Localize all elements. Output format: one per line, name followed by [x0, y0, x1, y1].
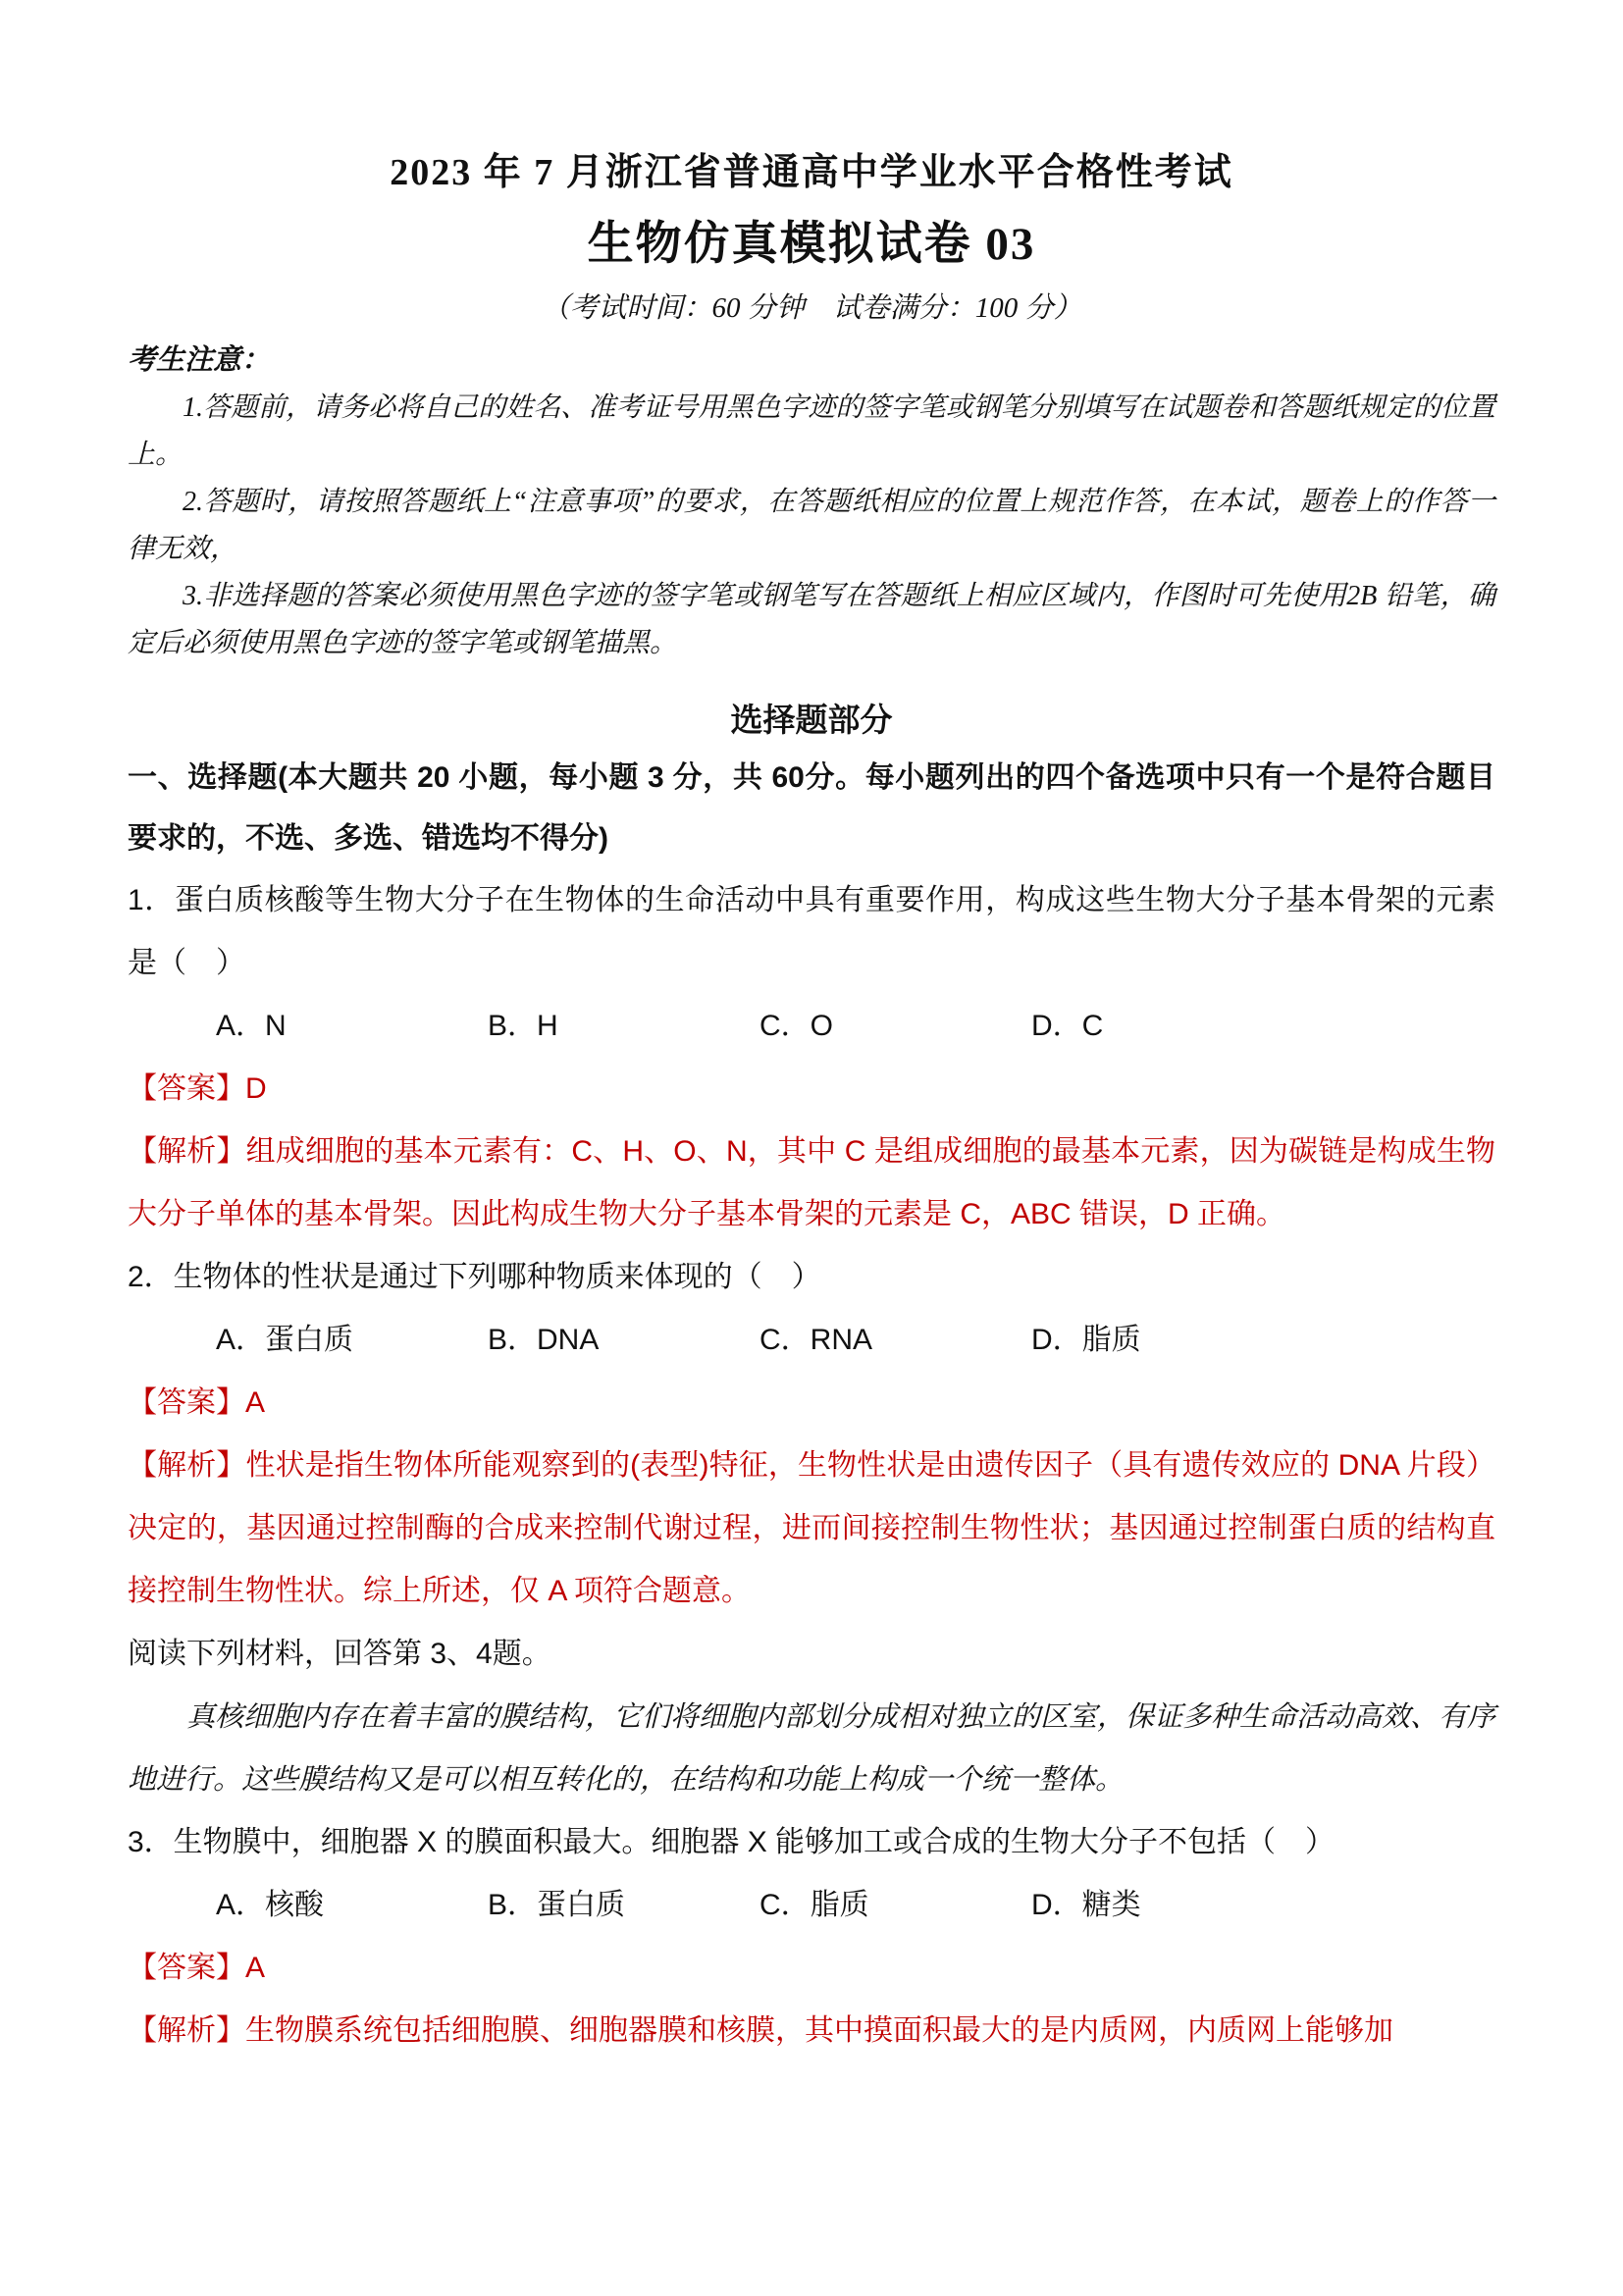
answer-line [128, 1937, 1495, 2000]
reading-material-passage: 真核细胞内存在着丰富的膜结构，它们将细胞内部划分成相对独立的区室，保证多种生命活动高效、有序地进行。这些膜结构又是可以相互转化的，在结构和功能上构成一个统一整体。 [128, 1701, 1496, 1796]
analysis-label: 【解析】 [128, 2014, 245, 2047]
option-a: A．N [216, 1010, 287, 1042]
answer-label: 【答案】 [128, 1072, 245, 1105]
option-b: B．H [488, 1010, 558, 1042]
analysis-text: 性状是指生物体所能观察到的(表型)特征，生物性状是由遗传因子（具有遗传效应的 DNA 片段）决定的，基因通过控制酶的合成来控制代谢过程，进而间接控制生物性状；基因通过控制蛋白质的结构直接控制生物性状。综上所述，仅 A 项符合题意。 [128, 1449, 1495, 1607]
answer-line [128, 1058, 1495, 1121]
option-d: D．糖类 [1031, 1889, 1141, 1921]
analysis-line [128, 1121, 1495, 1246]
answer-label: 【答案】 [128, 1952, 245, 1984]
analysis-label: 【解析】 [128, 1135, 246, 1168]
option-c: C．脂质 [759, 1889, 869, 1921]
option-b: B．蛋白质 [488, 1889, 626, 1921]
analysis-text: 组成细胞的基本元素有：C、H、O、N，其中 C 是组成细胞的最基本元素，因为碳链是构成生物大分子单体的基本骨架。因此构成生物大分子基本骨架的元素是 C，ABC 错误，D 正确。 [128, 1135, 1495, 1230]
question-stem: 3．生物膜中，细胞器 X 的膜面积最大。细胞器 X 能够加工或合成的生物大分子不包括（ ） [128, 1826, 1335, 1858]
answer-value: A [245, 1386, 266, 1419]
analysis-label: 【解析】 [128, 1449, 246, 1482]
answer-value: D [245, 1072, 267, 1105]
option-b: B．DNA [488, 1324, 600, 1356]
question-block-3 [128, 1811, 1495, 2062]
options-row [128, 1309, 1495, 1372]
analysis-text: 生物膜系统包括细胞膜、细胞器膜和核膜，其中摸面积最大的是内质网，内质网上能够加 [245, 2014, 1393, 2047]
answer-value: A [245, 1952, 266, 1984]
option-c: C．O [759, 1010, 833, 1042]
exam-time-score-info: （考试时间：60 分钟 试卷满分：100 分） [541, 292, 1082, 324]
option-d: D．C [1031, 1010, 1104, 1042]
notice-item-1: 1.答题前，请务必将自己的姓名、准考证号用黑色字迹的签字笔或钢笔分别填写在试题卷和答题纸规定的位置上。 [128, 392, 1495, 470]
answer-label: 【答案】 [128, 1386, 245, 1419]
section-instructions: 一、选择题(本大题共 20 小题，每小题 3 分，共 60分。每小题列出的四个备选项中只有一个是符合题目要求的，不选、多选、错选均不得分) [128, 761, 1495, 855]
question-stem: 2．生物体的性状是通过下列哪种物质来体现的（ ） [128, 1261, 821, 1293]
notice-item-2: 2.答题时，请按照答题纸上“注意事项”的要求，在答题纸相应的位置上规范作答，在本试，题卷上的作答一律无效， [128, 487, 1495, 564]
options-row [128, 1874, 1495, 1937]
reading-material-prompt: 阅读下列材料，回答第 3、4题。 [128, 1638, 551, 1670]
option-c: C．RNA [759, 1324, 873, 1356]
section-heading: 选择题部分 [730, 702, 893, 738]
question-stem: 1．蛋白质核酸等生物大分子在生物体的生命活动中具有重要作用，构成这些生物大分子基本骨架的元素是（ ） [128, 884, 1495, 979]
analysis-line [128, 2000, 1495, 2062]
notice-item-3: 3.非选择题的答案必须使用黑色字迹的签字笔或钢笔写在答题纸上相应区域内，作图时可先使用2B 铅笔，确定后必须使用黑色字迹的签字笔或钢笔描黑。 [128, 581, 1495, 658]
notice-header: 考生注意： [128, 344, 271, 376]
analysis-line [128, 1435, 1495, 1623]
option-d: D．脂质 [1031, 1324, 1141, 1356]
question-block-1 [128, 869, 1495, 1246]
option-a: A．蛋白质 [216, 1324, 354, 1356]
paper-title-line1: 2023 年 7 月浙江省普通高中学业水平合格性考试 [390, 152, 1233, 193]
paper-title-line2: 生物仿真模拟试卷 03 [587, 219, 1036, 270]
answer-line [128, 1372, 1495, 1435]
question-block-2 [128, 1246, 1495, 1623]
option-a: A．核酸 [216, 1889, 325, 1921]
options-row [128, 995, 1495, 1058]
